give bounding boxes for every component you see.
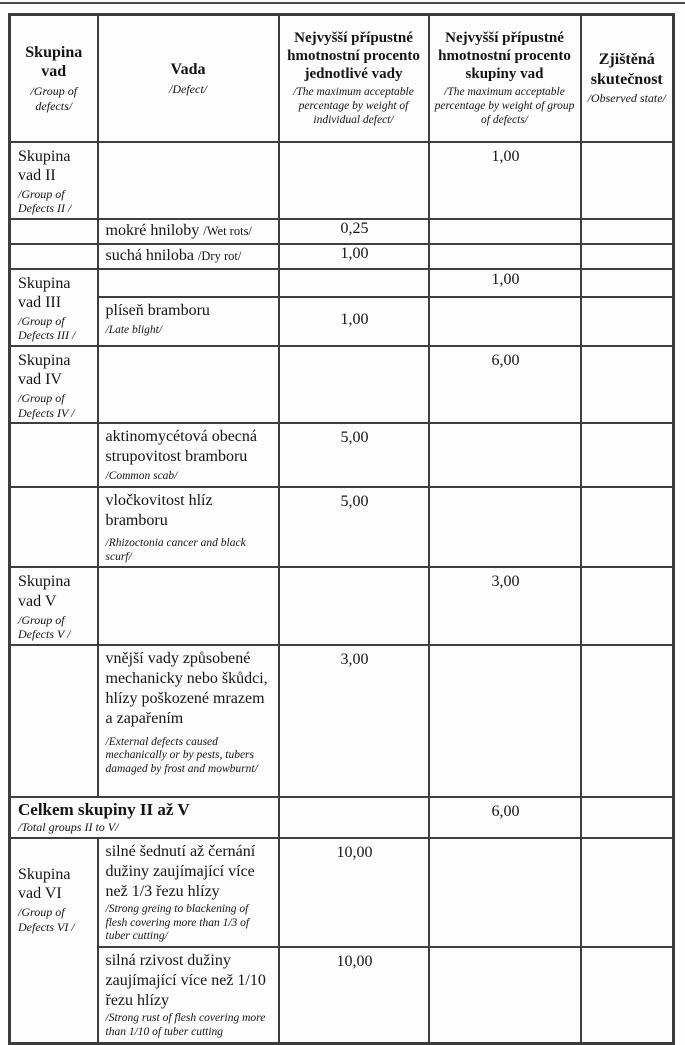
cell-scab-defect [98, 423, 279, 487]
group-iii-subtitle: /Group of Defects III / [18, 314, 76, 343]
cell-group-ii-individual-empty [279, 142, 429, 219]
row-rhizoctonia [10, 487, 674, 568]
header-max-individual [279, 15, 429, 142]
header-max-individual-cs: Nejvyšší přípustné hmotnostní procento jednotlivé vady [287, 29, 420, 82]
scab-defect-cs: aktinomycétová obecná strupovitost bramboru [105, 427, 257, 465]
group-ii-subtitle: /Group of Defects II / [18, 186, 72, 216]
group-iii-title: Skupina vad III [18, 274, 71, 311]
ext-defect-cs: vnější vady způsobené mechanicky nebo škůdci, hlízy poškozené mrazem a zapařením [105, 649, 268, 727]
cell-wet-group-empty [10, 219, 98, 244]
cell-dry-defect [98, 244, 279, 269]
cell-group-ii-max: 1,00 [429, 142, 581, 219]
row-dry-rot [10, 244, 674, 269]
row-rust-of-flesh [10, 947, 674, 1043]
row-group-iii [10, 269, 674, 297]
cell-scab-group-empty [10, 423, 98, 487]
group-iv-title: Skupina vad IV [18, 351, 71, 388]
row-group-v [10, 567, 674, 644]
cell-group-vi-label [10, 838, 98, 1043]
cell-rust-observed [581, 947, 674, 1043]
cell-rhizo-individual-max: 5,00 [279, 487, 429, 568]
cell-total-individual-empty [279, 797, 429, 838]
cell-group-v-individual-empty [279, 567, 429, 644]
header-defect-cs: Vada [170, 60, 206, 78]
cell-scab-group-max-empty [429, 423, 581, 487]
cell-rhizo-group-empty [10, 487, 98, 568]
group-iv-subtitle: /Group of Defects IV / [18, 391, 75, 420]
cell-wet-defect [98, 219, 279, 244]
cell-scab-individual-max: 5,00 [279, 423, 429, 487]
header-max-group [429, 15, 581, 142]
row-late-blight [10, 297, 674, 346]
header-defect [98, 15, 279, 142]
cell-blight-defect [98, 297, 279, 346]
cell-greying-observed [581, 838, 674, 947]
cell-greying-defect [98, 838, 279, 947]
group-vi-subtitle: /Group of Defects VI / [18, 905, 75, 934]
cell-rust-group-max-empty [429, 947, 581, 1043]
group-v-title: Skupina vad V [18, 573, 71, 610]
cell-blight-individual-max: 1,00 [279, 297, 429, 346]
cell-rust-individual-max: 10,00 [279, 947, 429, 1043]
cell-group-iii-individual-empty [279, 269, 429, 297]
header-defect-en: /Defect/ [169, 81, 207, 96]
cell-rhizo-defect [98, 487, 279, 568]
defects-table [8, 13, 675, 1045]
cell-total-observed [581, 797, 674, 838]
row-wet-rots [10, 219, 674, 244]
row-group-iv [10, 346, 674, 423]
header-group-of-defects [10, 15, 98, 142]
row-common-scab [10, 423, 674, 487]
cell-greying-individual-max: 10,00 [279, 838, 429, 947]
total-subtitle: /Total groups II to V/ [18, 820, 119, 835]
cell-blight-observed [581, 297, 674, 346]
cell-rust-defect [98, 947, 279, 1043]
cell-group-iv-individual-empty [279, 346, 429, 423]
cell-group-ii-defect-empty [98, 142, 279, 219]
page-top-scan-line [0, 2, 685, 4]
wet-defect-en: /Wet rots/ [203, 223, 252, 238]
group-vi-title: Skupina vad VI [18, 865, 71, 903]
wet-defect-cs: mokré hniloby [105, 221, 200, 239]
cell-wet-individual-max: 0,25 [279, 219, 429, 244]
cell-dry-individual-max: 1,00 [279, 244, 429, 269]
header-max-individual-en: /The maximum acceptable percentage by weight of individual defect/ [293, 85, 414, 127]
cell-group-iii-observed [581, 269, 674, 297]
row-external-defects [10, 645, 674, 797]
header-observed [581, 15, 674, 142]
header-observed-en: /Observed state/ [587, 91, 666, 106]
group-v-subtitle: /Group of Defects V / [18, 612, 71, 642]
cell-blight-group-max-empty [429, 297, 581, 346]
cell-dry-group-empty [10, 244, 98, 269]
cell-group-iii-max: 1,00 [429, 269, 581, 297]
cell-rhizo-observed [581, 487, 674, 568]
cell-ext-individual-max: 3,00 [279, 645, 429, 797]
cell-wet-observed [581, 219, 674, 244]
cell-group-v-max: 3,00 [429, 567, 581, 644]
cell-group-v-label [10, 567, 98, 644]
total-title: Celkem skupiny II až V [18, 799, 190, 819]
blight-defect-cs: plíseň bramboru [105, 301, 210, 319]
group-ii-title: Skupina vad II [18, 147, 71, 184]
header-max-group-en: /The maximum acceptable percentage by weight of group of defects/ [434, 85, 575, 127]
cell-ext-group-empty [10, 645, 98, 797]
blight-defect-en: /Late blight/ [105, 323, 163, 336]
cell-group-iii-defect-empty [98, 269, 279, 297]
cell-group-v-observed [581, 567, 674, 644]
rhizo-defect-en: /Rhizoctonia cancer and black scurf/ [105, 536, 246, 563]
row-total-groups [10, 797, 674, 838]
cell-group-iii-label [10, 269, 98, 346]
cell-scab-observed [581, 423, 674, 487]
table-header-row [10, 15, 674, 142]
cell-greying-group-max-empty [429, 838, 581, 947]
cell-ext-observed [581, 645, 674, 797]
ext-defect-en: /External defects caused mechanically or by pests, tubers damaged by frost and mowburnt/ [105, 735, 258, 776]
cell-group-iv-label [10, 346, 98, 423]
cell-group-ii-label [10, 142, 98, 219]
cell-group-v-defect-empty [98, 567, 279, 644]
row-group-ii [10, 142, 674, 219]
cell-group-iv-max: 6,00 [429, 346, 581, 423]
header-observed-cs: Zjištěná skutečnost [590, 51, 663, 88]
header-group-cs: Skupina vad [25, 43, 83, 81]
cell-rhizo-group-max-empty [429, 487, 581, 568]
greying-defect-cs: silné šednutí až černání dužiny zaujímající více než 1/3 řezu hlízy [105, 842, 256, 900]
rust-defect-cs: silná rzivost dužiny zaujímající více než 1/10 řezu hlízy [105, 952, 266, 1010]
cell-wet-group-max-empty [429, 219, 581, 244]
scab-defect-en: /Common scab/ [105, 469, 178, 482]
rhizo-defect-cs: vločkovitost hlíz bramboru [105, 491, 213, 529]
cell-ext-defect [98, 645, 279, 797]
row-group-vi-greying [10, 838, 674, 947]
header-group-en: /Group of defects/ [30, 83, 78, 113]
header-max-group-cs: Nejvyšší přípustné hmotnostní procento skupiny vad [438, 29, 571, 82]
dry-defect-cs: suchá hniloba [105, 246, 194, 264]
cell-group-ii-observed [581, 142, 674, 219]
rust-defect-en: /Strong rust of flesh covering more than 1/10 of tuber cutting [105, 1012, 266, 1039]
cell-total-group-max: 6,00 [429, 797, 581, 838]
cell-total-label [10, 797, 279, 838]
cell-dry-observed [581, 244, 674, 269]
cell-ext-group-max-empty [429, 645, 581, 797]
cell-group-iv-defect-empty [98, 346, 279, 423]
cell-group-iv-observed [581, 346, 674, 423]
greying-defect-en: /Strong greing to blackening of flesh covering more than 1/3 of tuber cutting/ [105, 902, 250, 943]
cell-dry-group-max-empty [429, 244, 581, 269]
dry-defect-en: /Dry rot/ [197, 248, 242, 263]
